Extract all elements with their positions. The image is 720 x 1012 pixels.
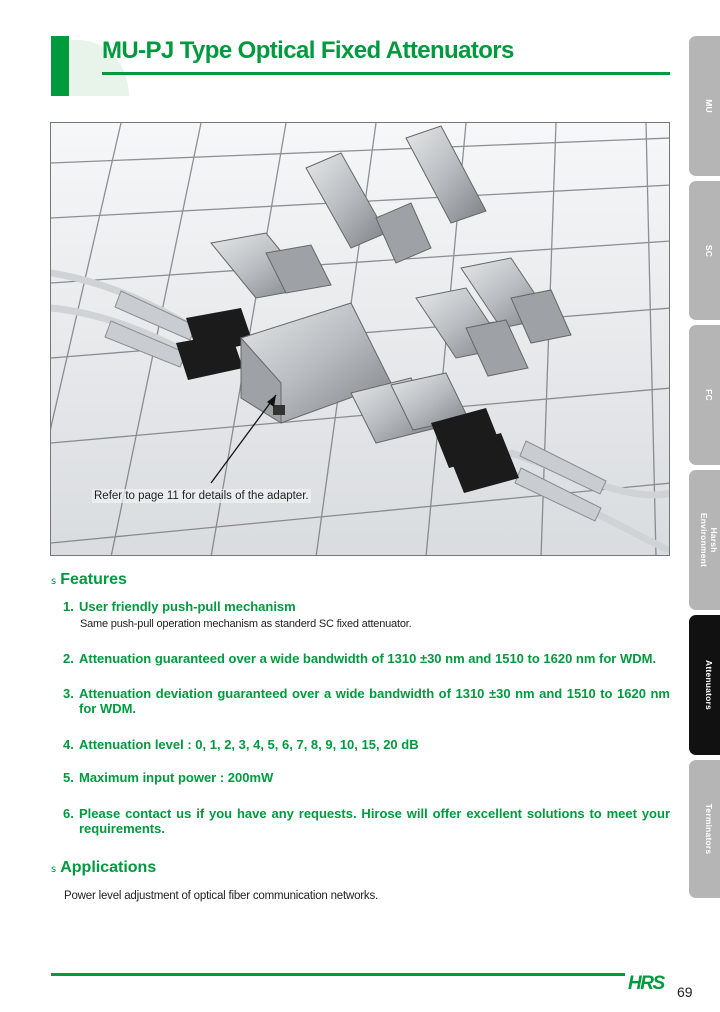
features-heading-text: Features bbox=[60, 571, 127, 588]
feature-item-5 bbox=[63, 770, 670, 785]
product-photo bbox=[50, 122, 670, 556]
tab-mu[interactable] bbox=[689, 36, 720, 176]
photo-caption: Refer to page 11 for details of the adapter. bbox=[94, 490, 309, 502]
feature-text: Please contact us if you have any requests. Hirose will offer excellent solutions to meet your requirements. bbox=[79, 806, 670, 836]
feature-1-subtext: Same push-pull operation mechanism as standerd SC fixed attenuator. bbox=[80, 618, 412, 630]
footer-rule bbox=[51, 973, 625, 976]
feature-text: Attenuation guaranteed over a wide bandwidth of 1310 ±30 nm and 1510 to 1620 nm for WDM. bbox=[79, 651, 657, 666]
feature-text: Attenuation deviation guaranteed over a wide bandwidth of 1310 ±30 nm and 1510 to 1620 nm for WDM. bbox=[79, 686, 670, 716]
page-title: MU-PJ Type Optical Fixed Attenuators bbox=[102, 37, 514, 64]
feature-text: User friendly push-pull mechanism bbox=[79, 599, 296, 614]
feature-text: Attenuation level : 0, 1, 2, 3, 4, 5, 6, 7, 8, 9, 10, 15, 20 dB bbox=[79, 737, 419, 752]
feature-text: Maximum input power : 200mW bbox=[79, 770, 274, 785]
tab-sc-label: SC bbox=[704, 244, 714, 257]
tab-harsh-line2: Environment bbox=[699, 512, 709, 568]
tab-terminators[interactable] bbox=[689, 760, 720, 898]
applications-marker: s bbox=[51, 864, 57, 875]
feature-num: 4. bbox=[63, 737, 74, 752]
tab-fc[interactable] bbox=[689, 325, 720, 465]
tab-attenuators[interactable] bbox=[689, 615, 720, 755]
tab-terminators-label: Terminators bbox=[704, 803, 714, 855]
features-heading bbox=[51, 571, 127, 589]
tab-attenuators-label: Attenuators bbox=[704, 660, 714, 710]
header-rule bbox=[102, 72, 670, 75]
feature-item-4 bbox=[63, 737, 670, 752]
feature-num: 1. bbox=[63, 599, 74, 614]
tab-sc[interactable] bbox=[689, 181, 720, 320]
feature-item-3 bbox=[63, 686, 670, 716]
applications-heading-text: Applications bbox=[60, 859, 157, 876]
page-number: 69 bbox=[677, 984, 693, 1000]
features-marker: s bbox=[51, 576, 57, 587]
applications-heading bbox=[51, 859, 156, 877]
feature-num: 2. bbox=[63, 651, 74, 666]
tab-mu-label: MU bbox=[704, 99, 714, 113]
applications-text: Power level adjustment of optical fiber communication networks. bbox=[64, 890, 379, 902]
tab-harsh-environment-label bbox=[699, 513, 719, 567]
feature-item-1 bbox=[63, 599, 670, 614]
tab-fc-label: FC bbox=[704, 389, 714, 401]
feature-item-6 bbox=[63, 806, 670, 836]
feature-num: 5. bbox=[63, 770, 74, 785]
header-accent-bar bbox=[51, 36, 69, 96]
tab-harsh-environment[interactable] bbox=[689, 470, 720, 610]
feature-num: 3. bbox=[63, 686, 74, 701]
feature-num: 6. bbox=[63, 806, 74, 821]
feature-item-2 bbox=[63, 651, 670, 666]
hrs-logo: HRS bbox=[628, 973, 664, 994]
tab-harsh-line1: Harsh bbox=[709, 527, 719, 553]
